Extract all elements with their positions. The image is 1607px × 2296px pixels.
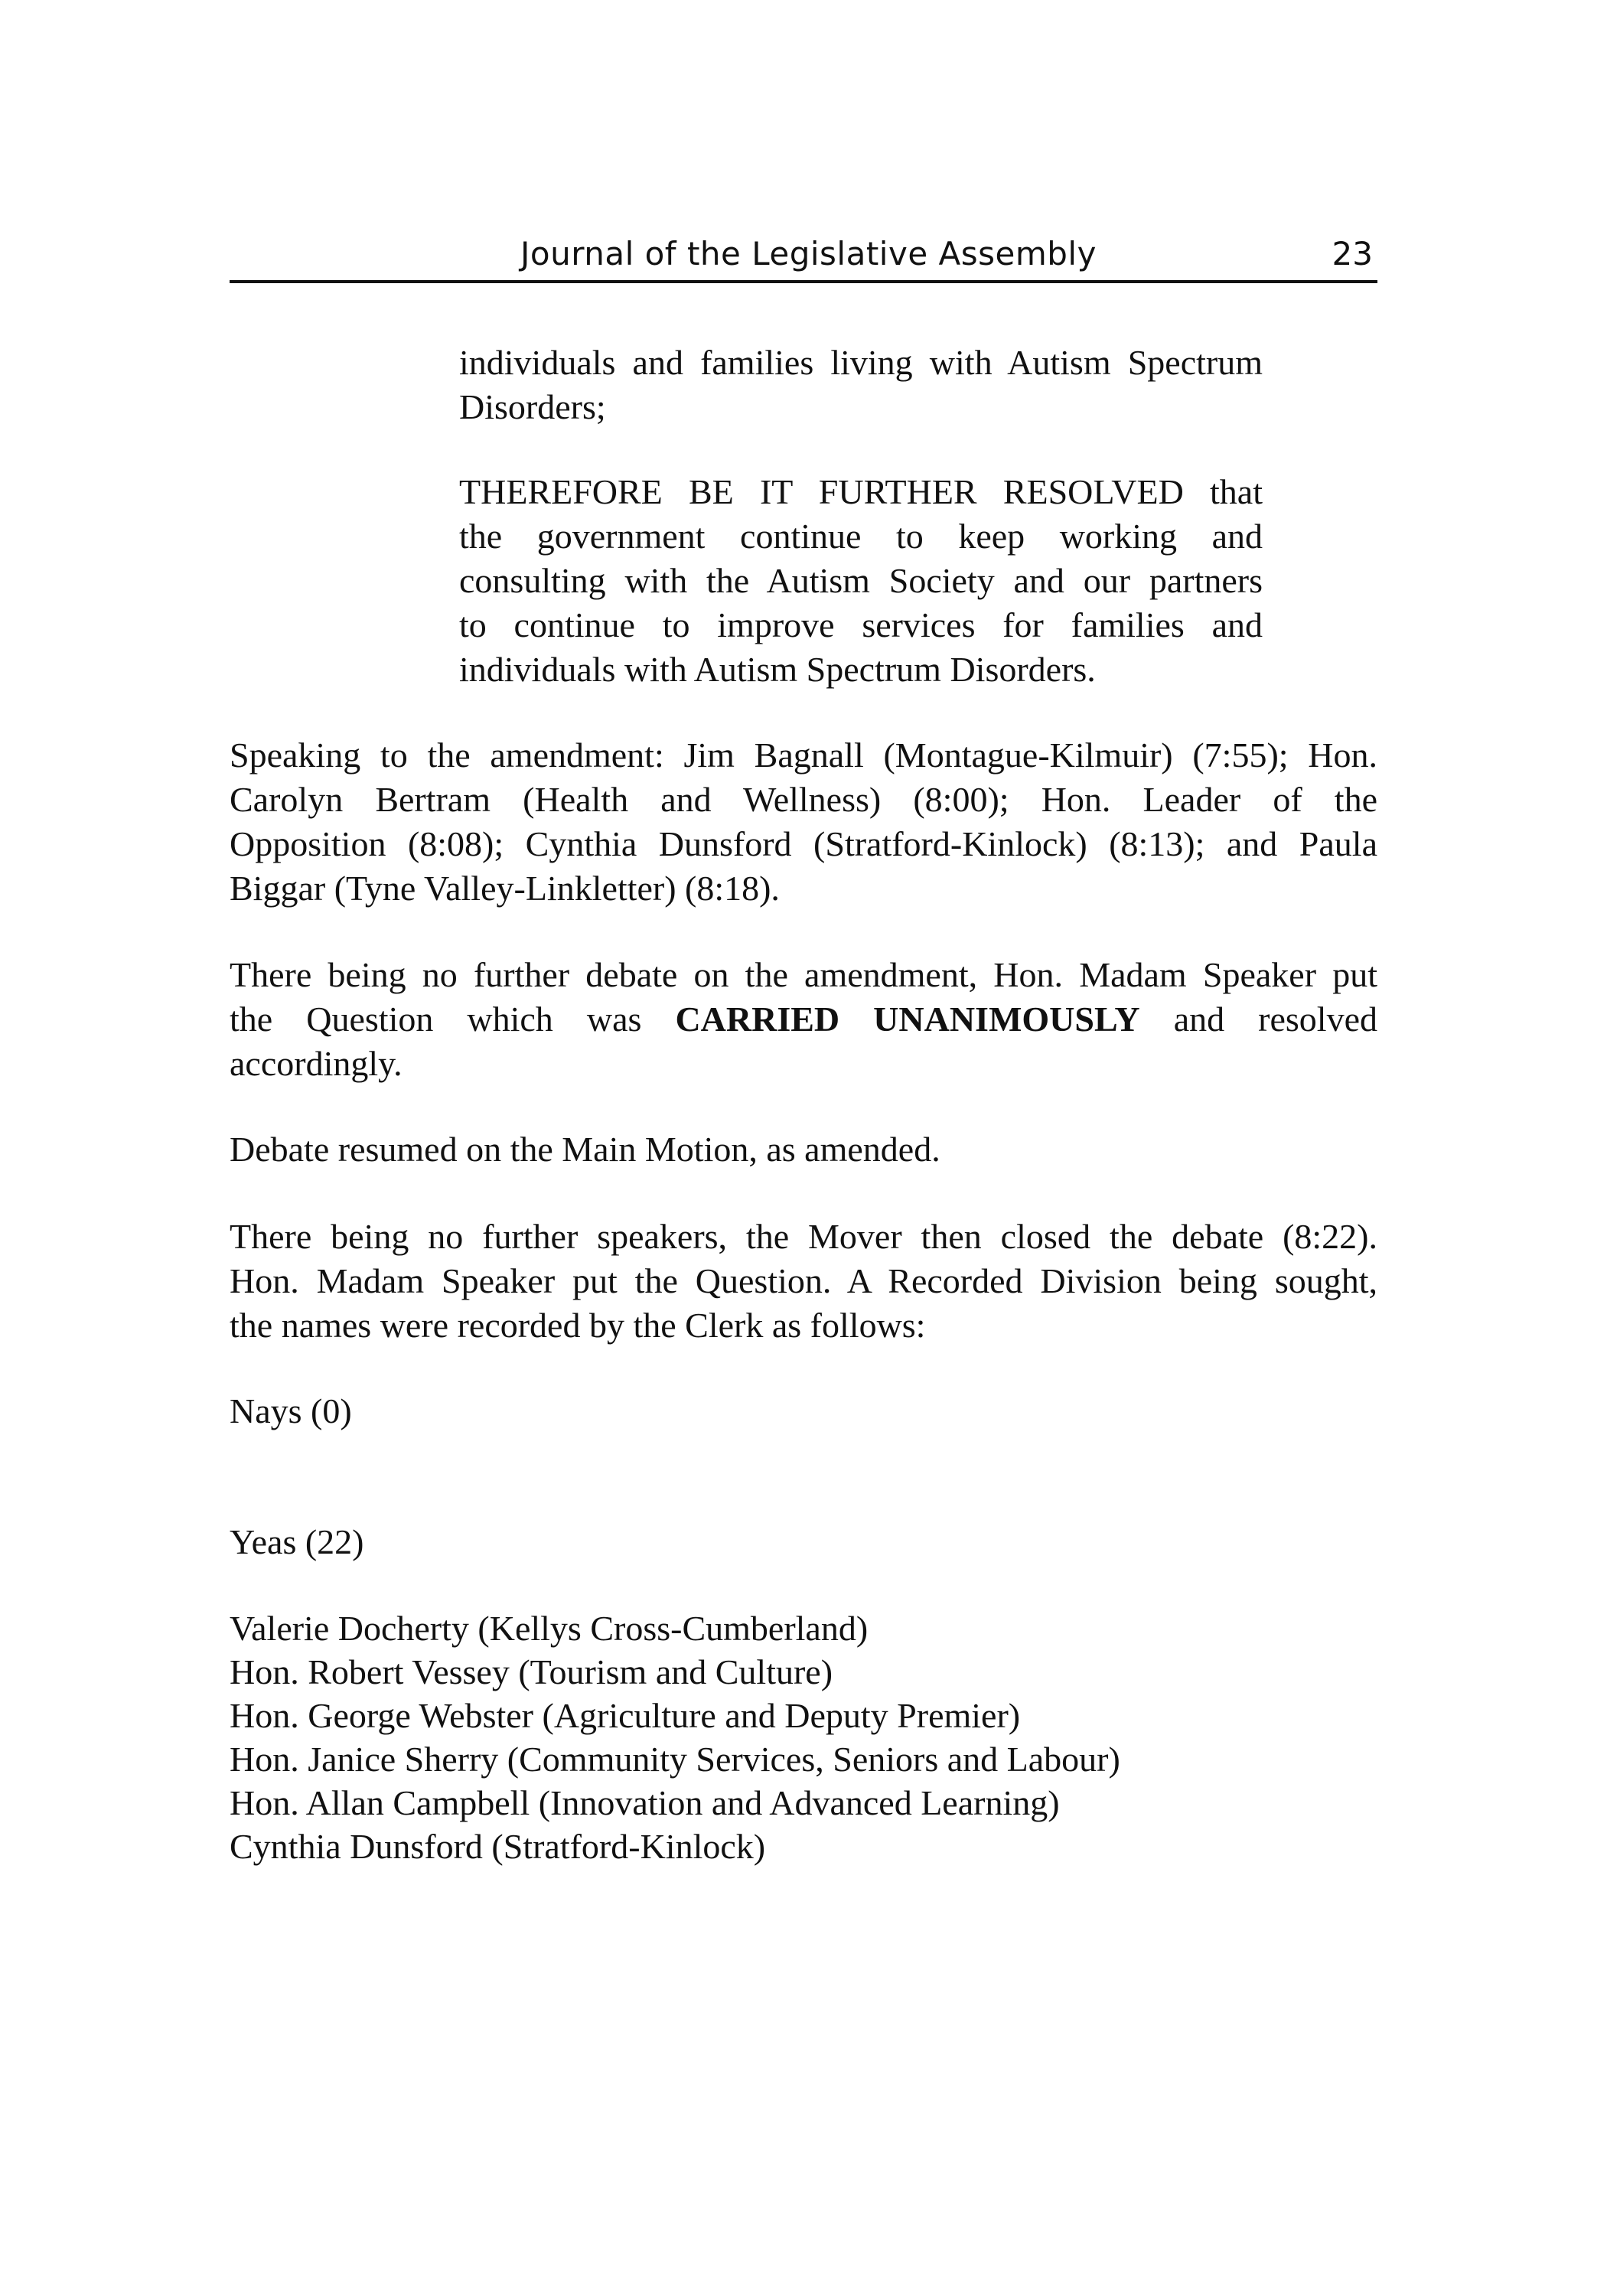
running-header <box>230 228 1377 283</box>
yeas-heading: Yeas (22) <box>230 1522 364 1561</box>
further-resolved-line-1: THEREFORE BE IT FURTHER RESOLVED that <box>459 472 1263 511</box>
division-line-3: the names were recorded by the Clerk as follows: <box>230 1306 926 1345</box>
no-further-debate-line-2 <box>230 997 1377 1042</box>
further-resolved-line-5: individuals with Autism Spectrum Disorders. <box>459 650 1096 689</box>
resolution-line-2: Disorders; <box>459 387 606 426</box>
no-further-debate-line-3: accordingly. <box>230 1044 403 1083</box>
page-number: 23 <box>1332 235 1373 272</box>
yea-member: Hon. Allan Campbell (Innovation and Advanced Learning) <box>230 1783 1060 1822</box>
yea-member: Valerie Docherty (Kellys Cross-Cumberland) <box>230 1609 869 1648</box>
nays-heading: Nays (0) <box>230 1391 352 1430</box>
further-resolved-line-3: consulting with the Autism Society and our partners <box>459 561 1263 600</box>
resolved-text: and resolved <box>1173 1000 1377 1039</box>
yea-member: Hon. Janice Sherry (Community Services, Seniors and Labour) <box>230 1740 1120 1779</box>
resolution-line-1: individuals and families living with Autism Spectrum <box>459 343 1263 382</box>
journal-title: Journal of the Legislative Assembly <box>520 235 1097 272</box>
speaking-line-4: Biggar (Tyne Valley-Linkletter) (8:18). <box>230 869 780 908</box>
further-resolved-line-2: the government continue to keep working and <box>459 517 1263 556</box>
carried-unanimously: CARRIED UNANIMOUSLY <box>675 1000 1140 1039</box>
speaking-line-1: Speaking to the amendment: Jim Bagnall (Montague-Kilmuir) (7:55); Hon. <box>230 735 1377 775</box>
yea-member: Cynthia Dunsford (Stratford-Kinlock) <box>230 1827 766 1866</box>
no-further-debate-line-1: There being no further debate on the amendment, Hon. Madam Speaker put <box>230 955 1377 994</box>
yea-member: Hon. George Webster (Agriculture and Deputy Premier) <box>230 1696 1021 1735</box>
debate-resumed: Debate resumed on the Main Motion, as amended. <box>230 1130 940 1169</box>
question-text: the Question which was <box>230 1000 642 1039</box>
speaking-line-3: Opposition (8:08); Cynthia Dunsford (Stratford-Kinlock) (8:13); and Paula <box>230 824 1377 863</box>
yea-member: Hon. Robert Vessey (Tourism and Culture) <box>230 1652 833 1691</box>
speaking-line-2: Carolyn Bertram (Health and Wellness) (8:00); Hon. Leader of the <box>230 780 1377 819</box>
further-resolved-line-4: to continue to improve services for families and <box>459 605 1263 644</box>
division-line-1: There being no further speakers, the Mover then closed the debate (8:22). <box>230 1217 1377 1256</box>
division-line-2: Hon. Madam Speaker put the Question. A Recorded Division being sought, <box>230 1261 1377 1300</box>
